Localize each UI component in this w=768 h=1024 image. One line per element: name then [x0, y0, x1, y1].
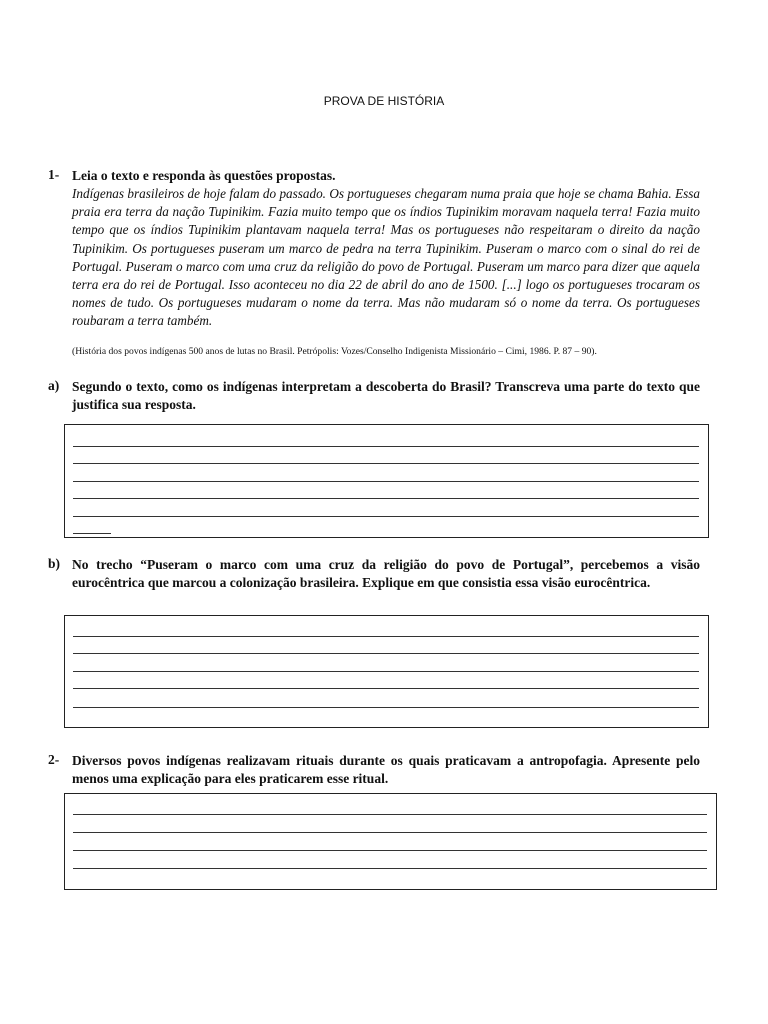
answer-line-short — [73, 533, 111, 534]
answer-line — [73, 868, 707, 869]
answer-line — [73, 850, 707, 851]
item-b-label: b) — [48, 556, 61, 571]
answer-line — [73, 498, 699, 499]
item-a-text: Segundo o texto, como os indígenas interpretam a descoberta do Brasil? Transcreva uma parte do texto que justifica sua resposta. — [72, 379, 700, 412]
answer-line — [73, 516, 699, 517]
answer-line — [73, 446, 699, 447]
answer-line — [73, 653, 699, 654]
answer-line — [73, 832, 707, 833]
page-title: PROVA DE HISTÓRIA — [323, 94, 445, 108]
item-a-label: a) — [48, 378, 60, 393]
answer-line — [73, 636, 699, 637]
answer-box-b[interactable] — [64, 615, 709, 728]
question-1-number: 1- — [48, 167, 60, 182]
answer-line — [73, 671, 699, 672]
answer-box-2[interactable] — [64, 793, 717, 890]
reading-passage: Indígenas brasileiros de hoje falam do passado. Os portugueses chegaram numa praia que hoje se chama Bahia. Essa praia era terra da nação Tupinikim. Fazia muito tempo que os índios Tupinikim moravam naquela terra! Fazia muito tempo que os índios Tupinikim plantavam naquela terra! Mas os portugueses não respeitaram o direito da nação Tupinikim. Os portugueses puseram um marco de pedra na terra Tupinikim. Puseram o marco com o sinal do rei de Portugal. Puseram o marco com uma cruz da religião do povo de Portugal. Puseram um marco para dizer que aquela terra era do rei de Portugal. Isso aconteceu no dia 22 de abril do ano de 1500. [...] logo os portugueses trocaram os nomes de tudo. Os portugueses mudaram o nome da terra. Mas não mudaram só o nome da terra. Os portugueses roubaram a terra também. — [72, 186, 700, 329]
answer-line — [73, 814, 707, 815]
answer-line — [73, 481, 699, 482]
answer-box-a[interactable] — [64, 424, 709, 538]
answer-line — [73, 688, 699, 689]
item-b-text: No trecho “Puseram o marco com uma cruz da religião do povo de Portugal”, percebemos a visão eurocêntrica que marcou a colonização brasileira. Explique em que consistia essa visão eurocêntrica. — [72, 557, 700, 590]
answer-line — [73, 707, 699, 708]
question-1-prompt: Leia o texto e responda às questões propostas. — [72, 168, 336, 183]
passage-source: (História dos povos indígenas 500 anos de lutas no Brasil. Petrópolis: Vozes/Conselho Indigenista Missionário – Cimi, 1986. P. 87 – 90). — [72, 346, 597, 357]
question-2-text: Diversos povos indígenas realizavam rituais durante os quais praticavam a antropofagia. Apresente pelo menos uma explicação para eles praticarem esse ritual. — [72, 753, 700, 786]
answer-line — [73, 463, 699, 464]
question-2-number: 2- — [48, 752, 60, 767]
